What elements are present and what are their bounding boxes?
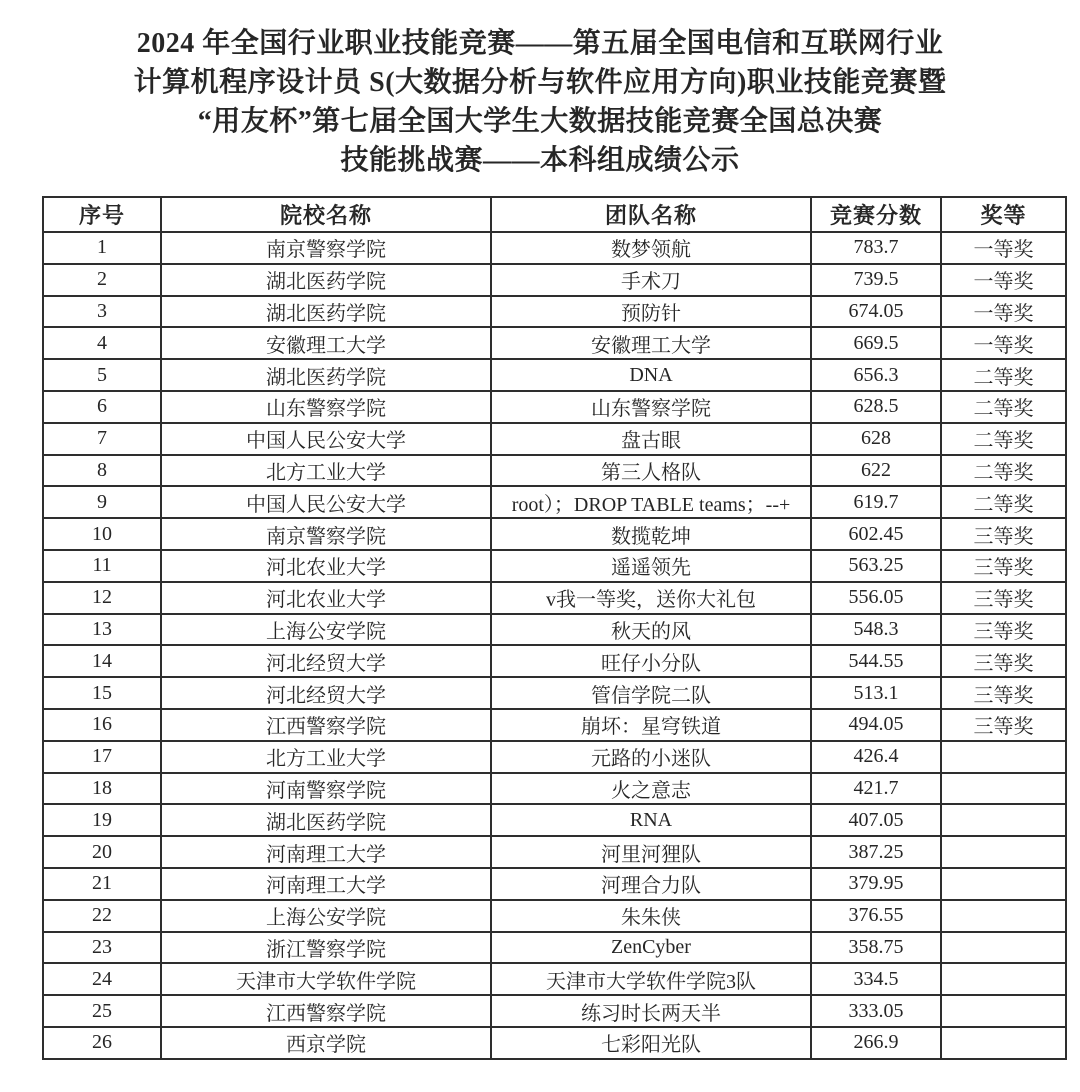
cell-award — [941, 900, 1066, 932]
cell-team: 安徽理工大学 — [491, 327, 811, 359]
cell-score: 544.55 — [811, 645, 941, 677]
cell-team: 盘古眼 — [491, 423, 811, 455]
cell-school: 南京警察学院 — [161, 518, 491, 550]
table-row — [43, 1027, 1066, 1059]
cell-score: 619.7 — [811, 486, 941, 518]
cell-team: ZenCyber — [491, 932, 811, 964]
cell-score: 333.05 — [811, 995, 941, 1027]
cell-school: 天津市大学软件学院 — [161, 963, 491, 995]
cell-score: 628 — [811, 423, 941, 455]
title-line-4: 技能挑战赛——本科组成绩公示 — [340, 145, 740, 176]
cell-school: 中国人民公安大学 — [161, 486, 491, 518]
table-row — [43, 391, 1066, 423]
cell-score: 602.45 — [811, 518, 941, 550]
cell-school: 河北经贸大学 — [161, 645, 491, 677]
cell-no: 6 — [43, 391, 161, 423]
cell-award: 一等奖 — [941, 327, 1066, 359]
table-row — [43, 582, 1066, 614]
results-table-head — [43, 197, 1066, 232]
cell-award — [941, 1027, 1066, 1059]
cell-award: 三等奖 — [941, 709, 1066, 741]
cell-no: 13 — [43, 614, 161, 646]
table-row — [43, 932, 1066, 964]
cell-school: 山东警察学院 — [161, 391, 491, 423]
table-row — [43, 455, 1066, 487]
cell-award: 三等奖 — [941, 614, 1066, 646]
cell-score: 407.05 — [811, 804, 941, 836]
table-row — [43, 264, 1066, 296]
table-row — [43, 486, 1066, 518]
document-title — [0, 0, 1080, 180]
cell-school: 河北农业大学 — [161, 582, 491, 614]
cell-score: 376.55 — [811, 900, 941, 932]
cell-score: 563.25 — [811, 550, 941, 582]
cell-award: 二等奖 — [941, 455, 1066, 487]
cell-team: 河理合力队 — [491, 868, 811, 900]
cell-no: 8 — [43, 455, 161, 487]
cell-no: 24 — [43, 963, 161, 995]
cell-award: 一等奖 — [941, 232, 1066, 264]
cell-award — [941, 868, 1066, 900]
table-row — [43, 804, 1066, 836]
cell-school: 上海公安学院 — [161, 614, 491, 646]
cell-team: root）；DROP TABLE teams；--+ — [491, 486, 811, 518]
cell-team: 朱朱侠 — [491, 900, 811, 932]
cell-school: 中国人民公安大学 — [161, 423, 491, 455]
cell-no: 11 — [43, 550, 161, 582]
cell-score: 513.1 — [811, 677, 941, 709]
cell-score: 494.05 — [811, 709, 941, 741]
cell-team: 火之意志 — [491, 773, 811, 805]
cell-school: 南京警察学院 — [161, 232, 491, 264]
cell-score: 426.4 — [811, 741, 941, 773]
table-row — [43, 995, 1066, 1027]
cell-team: 遥遥领先 — [491, 550, 811, 582]
cell-award — [941, 804, 1066, 836]
cell-award: 三等奖 — [941, 582, 1066, 614]
results-table — [42, 196, 1067, 1060]
cell-school: 江西警察学院 — [161, 995, 491, 1027]
cell-school: 上海公安学院 — [161, 900, 491, 932]
cell-no: 2 — [43, 264, 161, 296]
cell-no: 7 — [43, 423, 161, 455]
cell-no: 9 — [43, 486, 161, 518]
table-row — [43, 614, 1066, 646]
cell-team: 第三人格队 — [491, 455, 811, 487]
cell-team: v我一等奖，送你大礼包 — [491, 582, 811, 614]
results-table-body — [43, 232, 1066, 1059]
col-header-team: 团队名称 — [491, 197, 811, 232]
cell-team: 预防针 — [491, 296, 811, 328]
cell-school: 河南警察学院 — [161, 773, 491, 805]
cell-no: 19 — [43, 804, 161, 836]
table-row — [43, 963, 1066, 995]
cell-score: 556.05 — [811, 582, 941, 614]
cell-no: 20 — [43, 836, 161, 868]
cell-no: 22 — [43, 900, 161, 932]
table-row — [43, 836, 1066, 868]
cell-team: 河里河狸队 — [491, 836, 811, 868]
cell-team: 秋天的风 — [491, 614, 811, 646]
cell-score: 548.3 — [811, 614, 941, 646]
cell-score: 783.7 — [811, 232, 941, 264]
cell-award: 三等奖 — [941, 645, 1066, 677]
cell-score: 421.7 — [811, 773, 941, 805]
cell-school: 湖北医药学院 — [161, 296, 491, 328]
cell-team: 天津市大学软件学院3队 — [491, 963, 811, 995]
cell-score: 334.5 — [811, 963, 941, 995]
table-row — [43, 423, 1066, 455]
cell-no: 1 — [43, 232, 161, 264]
cell-score: 628.5 — [811, 391, 941, 423]
cell-team: DNA — [491, 359, 811, 391]
table-row — [43, 677, 1066, 709]
cell-award: 三等奖 — [941, 550, 1066, 582]
cell-team: 数揽乾坤 — [491, 518, 811, 550]
cell-award: 二等奖 — [941, 486, 1066, 518]
table-row — [43, 518, 1066, 550]
cell-school: 江西警察学院 — [161, 709, 491, 741]
cell-no: 10 — [43, 518, 161, 550]
col-header-award: 奖等 — [941, 197, 1066, 232]
cell-no: 16 — [43, 709, 161, 741]
cell-no: 15 — [43, 677, 161, 709]
table-row — [43, 550, 1066, 582]
cell-score: 674.05 — [811, 296, 941, 328]
cell-award — [941, 995, 1066, 1027]
table-row — [43, 359, 1066, 391]
table-row — [43, 868, 1066, 900]
table-row — [43, 327, 1066, 359]
cell-no: 12 — [43, 582, 161, 614]
cell-no: 25 — [43, 995, 161, 1027]
cell-award: 三等奖 — [941, 677, 1066, 709]
table-row — [43, 709, 1066, 741]
cell-award: 二等奖 — [941, 359, 1066, 391]
cell-school: 安徽理工大学 — [161, 327, 491, 359]
title-line-1: 2024 年全国行业职业技能竞赛——第五届全国电信和互联网行业 — [136, 28, 944, 59]
header-row — [43, 197, 1066, 232]
cell-score: 622 — [811, 455, 941, 487]
cell-school: 西京学院 — [161, 1027, 491, 1059]
cell-award: 二等奖 — [941, 391, 1066, 423]
cell-team: 练习时长两天半 — [491, 995, 811, 1027]
cell-school: 浙江警察学院 — [161, 932, 491, 964]
cell-team: 山东警察学院 — [491, 391, 811, 423]
table-row — [43, 900, 1066, 932]
cell-team: 元路的小迷队 — [491, 741, 811, 773]
cell-school: 湖北医药学院 — [161, 804, 491, 836]
cell-school: 河南理工大学 — [161, 836, 491, 868]
cell-award — [941, 963, 1066, 995]
table-row — [43, 741, 1066, 773]
col-header-score: 竞赛分数 — [811, 197, 941, 232]
cell-no: 14 — [43, 645, 161, 677]
cell-team: 管信学院二队 — [491, 677, 811, 709]
cell-team: 数梦领航 — [491, 232, 811, 264]
cell-school: 湖北医药学院 — [161, 264, 491, 296]
cell-no: 4 — [43, 327, 161, 359]
table-row — [43, 645, 1066, 677]
cell-award: 二等奖 — [941, 423, 1066, 455]
cell-no: 21 — [43, 868, 161, 900]
cell-team: 崩坏：星穹铁道 — [491, 709, 811, 741]
cell-score: 656.3 — [811, 359, 941, 391]
table-row — [43, 232, 1066, 264]
cell-no: 17 — [43, 741, 161, 773]
cell-score: 387.25 — [811, 836, 941, 868]
cell-award: 一等奖 — [941, 296, 1066, 328]
cell-school: 北方工业大学 — [161, 455, 491, 487]
cell-no: 18 — [43, 773, 161, 805]
cell-no: 3 — [43, 296, 161, 328]
cell-school: 河南理工大学 — [161, 868, 491, 900]
cell-team: 七彩阳光队 — [491, 1027, 811, 1059]
cell-award — [941, 836, 1066, 868]
cell-school: 河北经贸大学 — [161, 677, 491, 709]
cell-score: 669.5 — [811, 327, 941, 359]
cell-score: 358.75 — [811, 932, 941, 964]
cell-no: 26 — [43, 1027, 161, 1059]
cell-team: 旺仔小分队 — [491, 645, 811, 677]
table-row — [43, 296, 1066, 328]
cell-award — [941, 932, 1066, 964]
cell-school: 北方工业大学 — [161, 741, 491, 773]
cell-award — [941, 773, 1066, 805]
title-line-2: 计算机程序设计员 S(大数据分析与软件应用方向)职业技能竞赛暨 — [133, 67, 947, 98]
cell-award: 三等奖 — [941, 518, 1066, 550]
cell-score: 379.95 — [811, 868, 941, 900]
title-line-3: “用友杯”第七届全国大学生大数据技能竞赛全国总决赛 — [197, 106, 883, 137]
col-header-no: 序号 — [43, 197, 161, 232]
table-row — [43, 773, 1066, 805]
cell-score: 739.5 — [811, 264, 941, 296]
cell-no: 23 — [43, 932, 161, 964]
cell-score: 266.9 — [811, 1027, 941, 1059]
cell-team: RNA — [491, 804, 811, 836]
cell-award: 一等奖 — [941, 264, 1066, 296]
cell-school: 河北农业大学 — [161, 550, 491, 582]
cell-school: 湖北医药学院 — [161, 359, 491, 391]
cell-no: 5 — [43, 359, 161, 391]
col-header-school: 院校名称 — [161, 197, 491, 232]
cell-team: 手术刀 — [491, 264, 811, 296]
cell-award — [941, 741, 1066, 773]
